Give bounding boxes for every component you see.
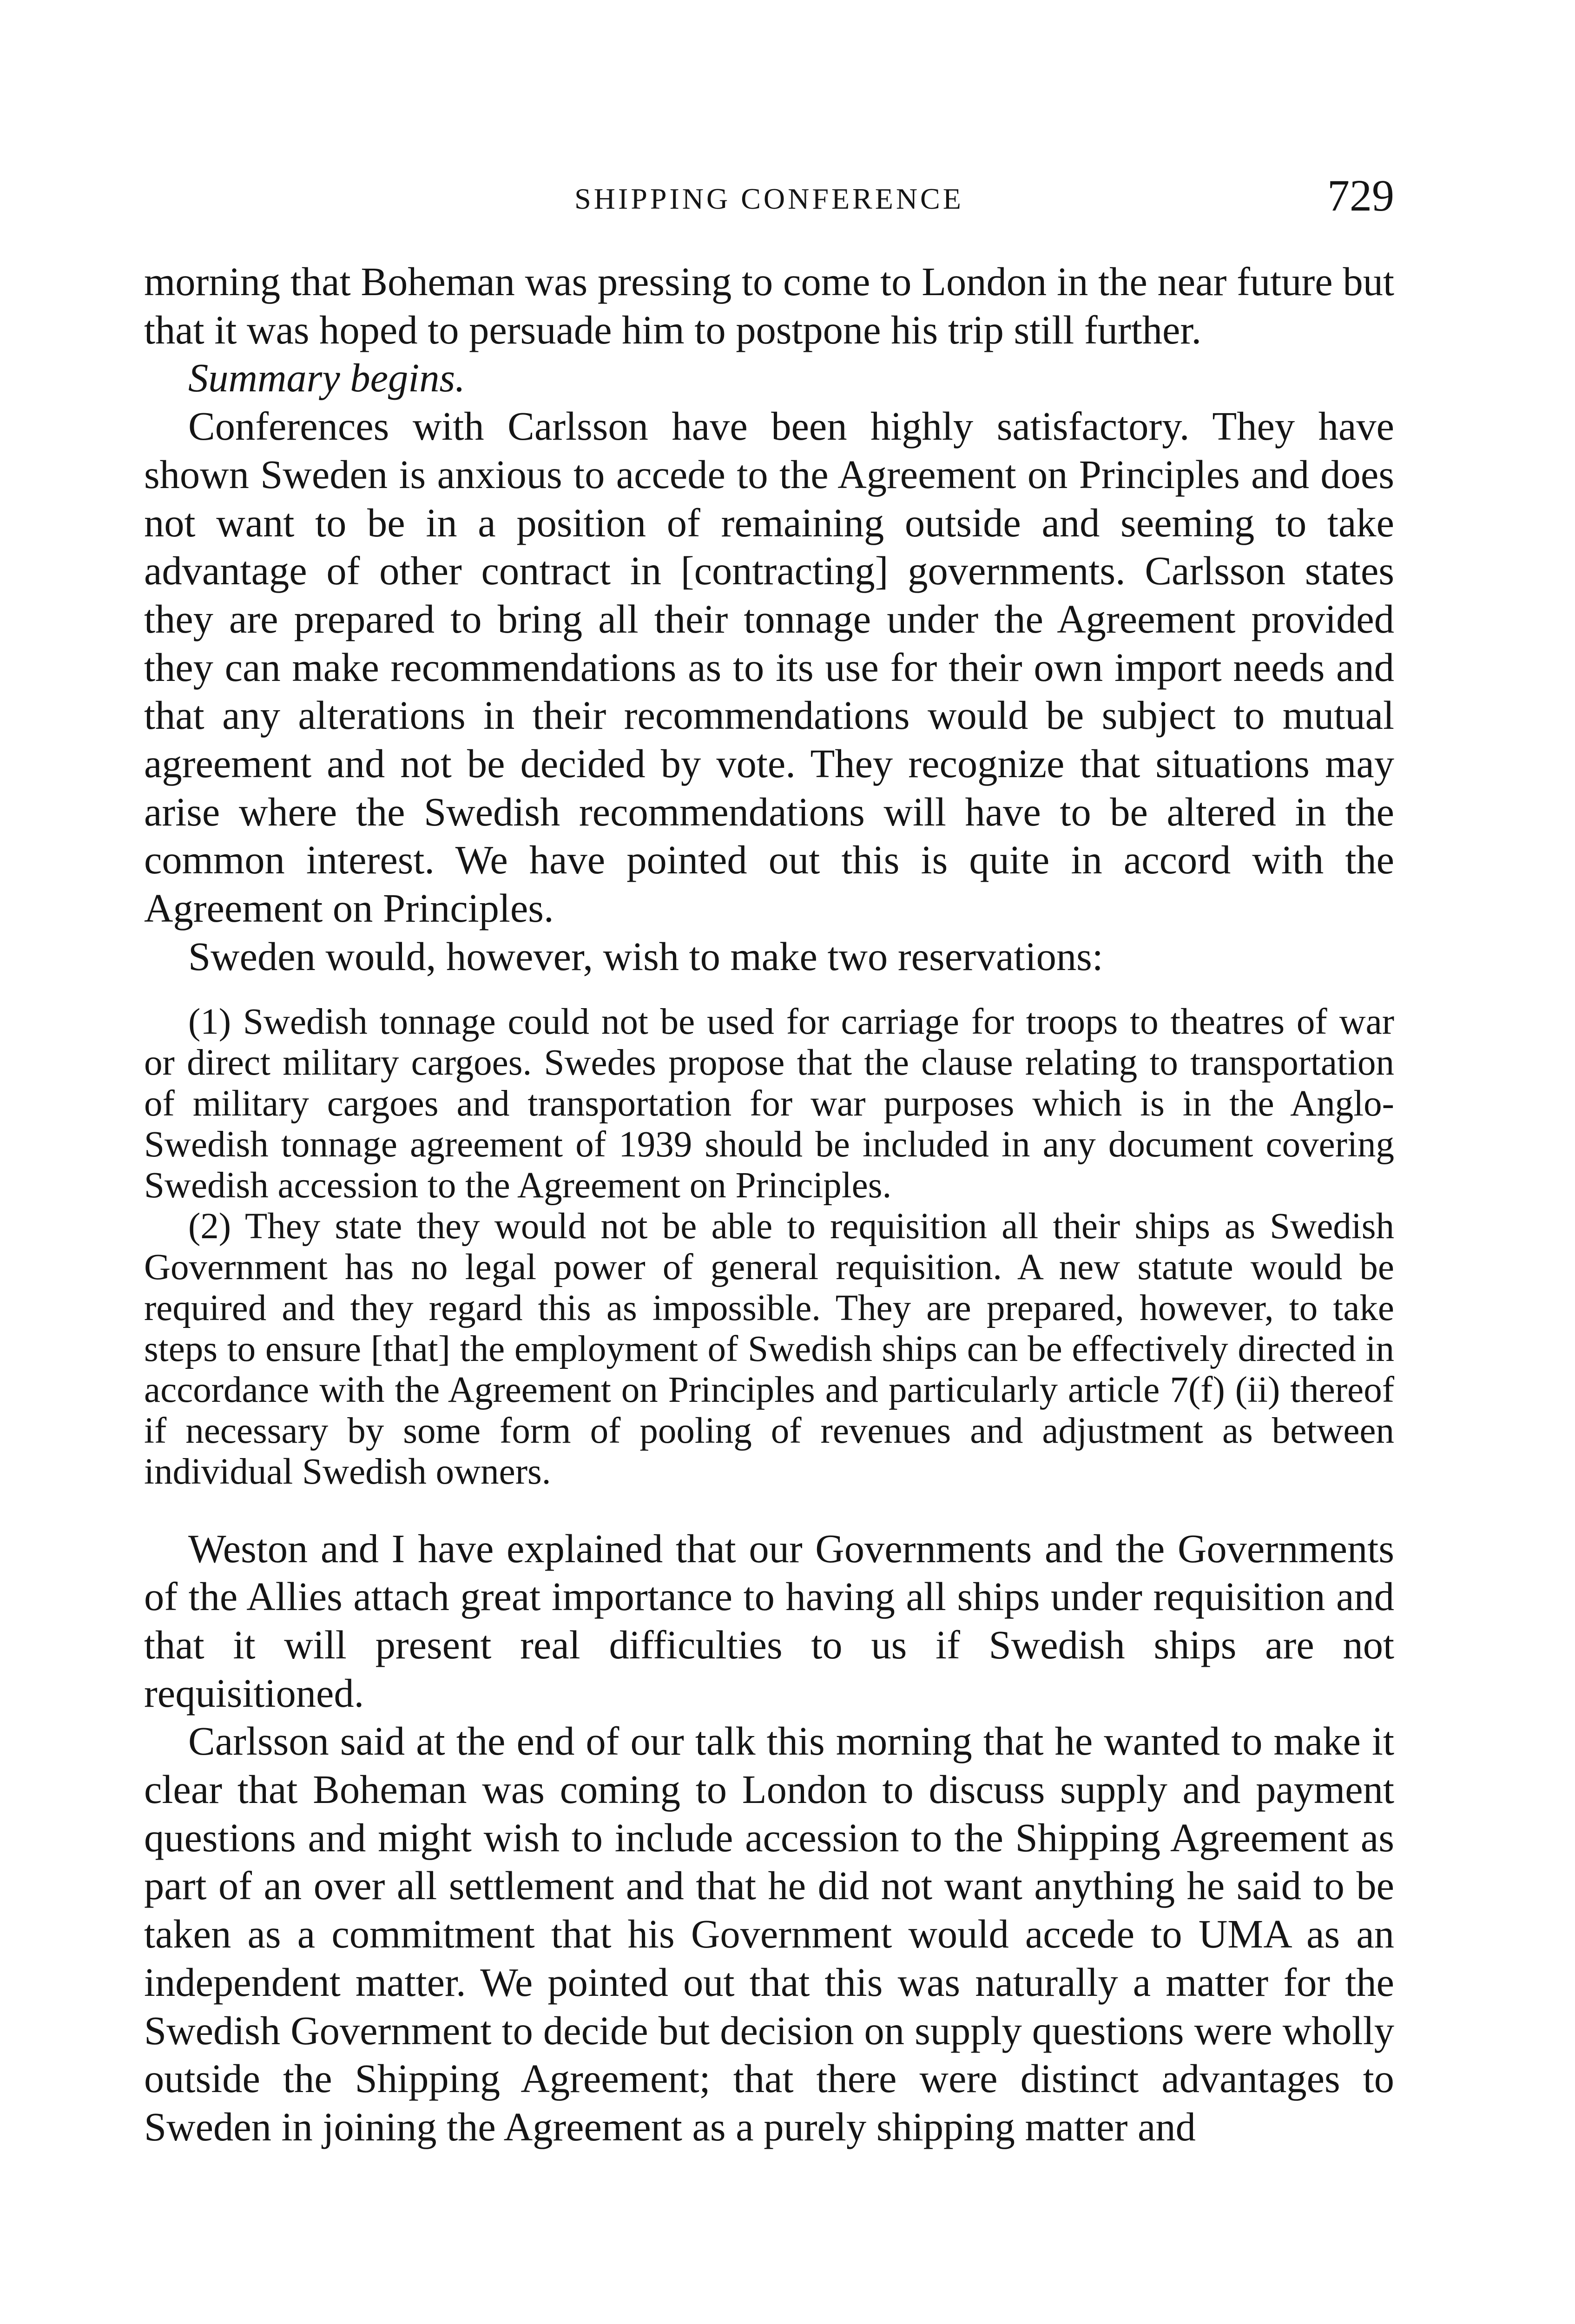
reservation-1: (1) Swedish tonnage could not be used for carriage for troops to theatres of war or direct military cargoes. Swedes propose that the clause relating to transportation of military cargoes and transportation for war purposes which is in the Anglo-Swedish tonnage agreement of 1939 should be included in any document covering Swedish accession to the Agreement on Principles. — [144, 1001, 1394, 1206]
spacer — [144, 981, 1394, 1002]
carlsson-paragraph: Carlsson said at the end of our talk this morning that he wanted to make it clear that Boheman was coming to London to discuss supply and payment questions and might wish to include accession to the Shipping Agreement as part of an over all settlement and that he did not want anything he said to be taken as a commitment that his Government would accede to UMA as an independent matter. We pointed out that this was naturally a matter for the Swedish Government to decide but decision on supply questions were wholly outside the Shipping Agreement; that there were distinct advantages to Sweden in joining the Agreement as a purely shipping matter and — [144, 1719, 1394, 2149]
weston-paragraph: Weston and I have explained that our Governments and the Governments of the Allies attach great importance to having all ships under requisition and that it will present real difficulties to us if Swedish ships are not requisitioned. — [144, 1526, 1394, 1716]
continuation-paragraph: morning that Boheman was pressing to come to London in the near future but that it was hoped to persuade him to postpone his trip still further. — [144, 259, 1394, 352]
reservations-block — [144, 1002, 1394, 1492]
reservations-intro: Sweden would, however, wish to make two reservations: — [188, 934, 1103, 979]
running-title: SHIPPING CONFERENCE — [574, 182, 964, 215]
summary-label: Summary begins. — [188, 356, 465, 401]
page-number: 729 — [1327, 171, 1394, 220]
reservation-2: (2) They state they would not be able to requisition all their ships as Swedish Government has no legal power of general requisition. A new statute would be required and they regard this as impossible. They are prepared, however, to take steps to ensure [that] the employment of Swedish ships can be effectively directed in accordance with the Agreement on Principles and particularly article 7(f) (ii) thereof if necessary by some form of pooling of revenues and adjustment as between individual Swedish owners. — [144, 1206, 1394, 1492]
body-text — [144, 258, 1394, 2152]
conferences-paragraph: Conferences with Carlsson have been highly satisfactory. They have shown Sweden is anxious to accede to the Agreement on Principles and does not want to be in a position of remaining outside and seeming to take advantage of other contract in [contracting] governments. Carlsson states they are prepared to bring all their tonnage under the Agreement provided they can make recommendations as to its use for their own import needs and that any alterations in their recommendations would be subject to mutual agreement and not be decided by vote. They recognize that situations may arise where the Swedish recommendations will have to be altered in the common interest. We have pointed out this is quite in accord with the Agreement on Principles. — [144, 404, 1394, 931]
page-header — [144, 170, 1394, 225]
